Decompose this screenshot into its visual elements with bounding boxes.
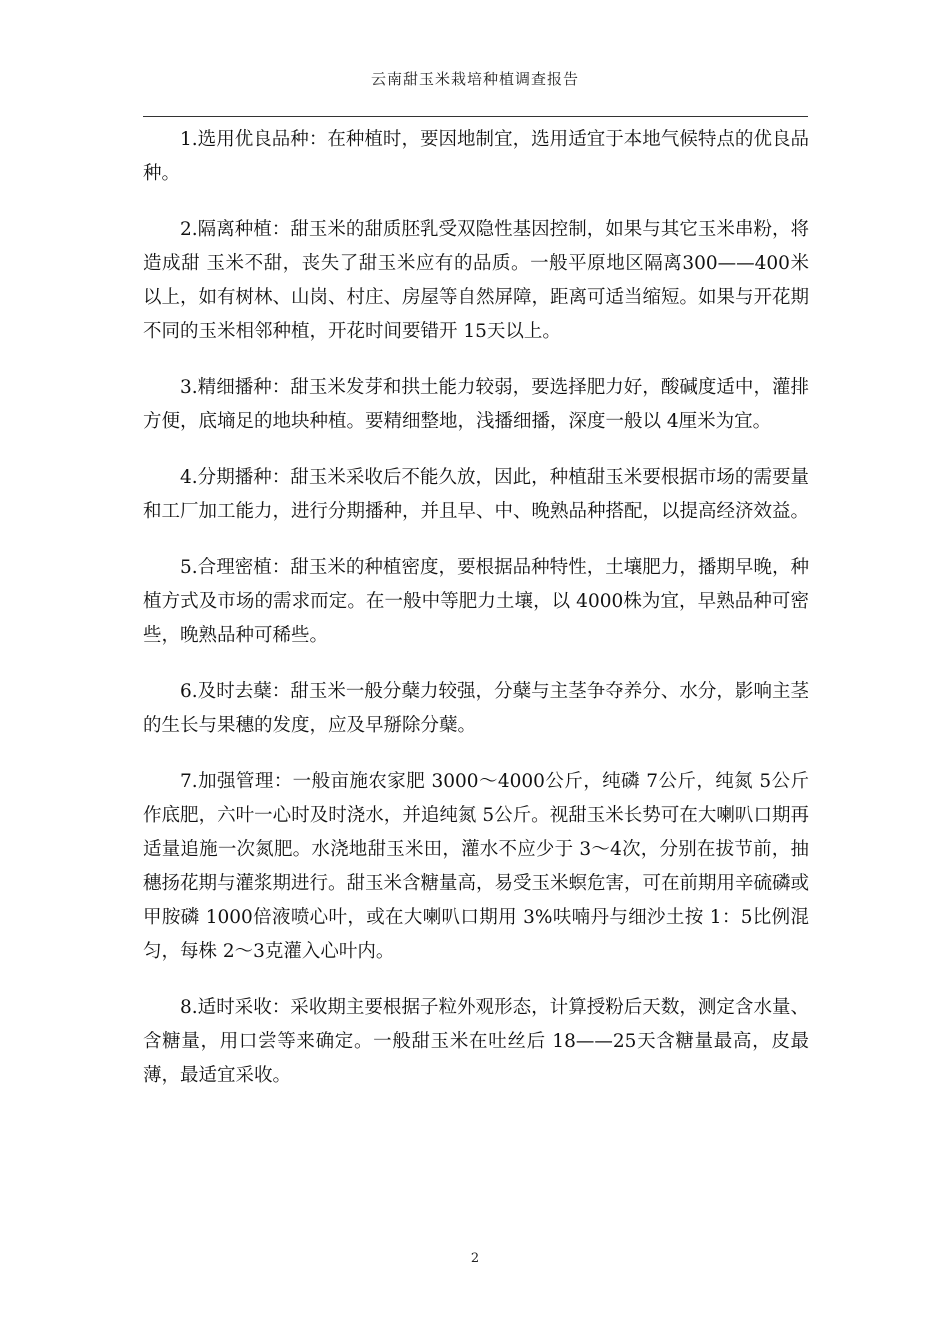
paragraph-fine-sowing: 3.精细播种：甜玉米发芽和拱土能力较弱，要选择肥力好，酸碱度适中，灌排方便，底墒足的地块种植。要精细整地，浅播细播，深度一般以 4厘米为宜。	[143, 377, 809, 432]
paragraph-remove-tillers: 6.及时去蘖：甜玉米一般分蘖力较强，分蘖与主茎争夺养分、水分，影响主茎的生长与果穗的发度，应及早掰除分蘖。	[143, 681, 809, 736]
header-divider	[143, 116, 808, 117]
paragraph-select-variety: 1.选用优良品种：在种植时，要因地制宜，选用适宜于本地气候特点的优良品种。	[143, 129, 809, 184]
paragraph-staged-sowing: 4.分期播种：甜玉米采收后不能久放，因此，种植甜玉米要根据市场的需要量和工厂加工能力，进行分期播种，并且早、中、晚熟品种搭配，以提高经济效益。	[143, 467, 810, 522]
document-body	[143, 123, 809, 1115]
page-header-title: 云南甜玉米栽培种植调查报告	[370, 70, 579, 88]
paragraph-strengthen-management: 7.加强管理：一般亩施农家肥 3000～4000公斤，纯磷 7公斤，纯氮 5公斤作底肥，六叶一心时及时浇水，并追纯氮 5公斤。视甜玉米长势可在大喇叭口期再适量追施一次氮肥。水浇地甜玉米田，灌水不应少于 3～4次，分别在拔节前，抽穗扬花期与灌浆期进行。甜玉米含糖量高，易受玉米螟危害，可在前期用辛硫磷或甲胺磷 1000倍液喷心叶，或在大喇叭口期用 3%呋喃丹与细沙土按 1：5比例混匀，每株 2～3克灌入心叶内。	[143, 771, 810, 962]
paragraph-timely-harvest: 8.适时采收：采收期主要根据子粒外观形态，计算授粉后天数，测定含水量、含糖量，用口尝等来确定。一般甜玉米在吐丝后 18——25天含糖量最高，皮最薄，最适宜采收。	[143, 997, 809, 1086]
paragraph-isolation-planting: 2.隔离种植：甜玉米的甜质胚乳受双隐性基因控制，如果与其它玉米串粉，将造成甜 玉米不甜，丧失了甜玉米应有的品质。一般平原地区隔离300——400米以上，如有树林、山岗、村庄、房屋等自然屏障，距离可适当缩短。如果与开花期不同的玉米相邻种植，开花时间要错开 15天以上。	[143, 219, 810, 342]
page-number: 2	[470, 1251, 480, 1266]
paragraph-reasonable-density: 5.合理密植：甜玉米的种植密度，要根据品种特性，土壤肥力，播期早晚，种植方式及市场的需求而定。在一般中等肥力土壤，以 4000株为宜，早熟品种可密些，晚熟品种可稀些。	[143, 557, 809, 646]
